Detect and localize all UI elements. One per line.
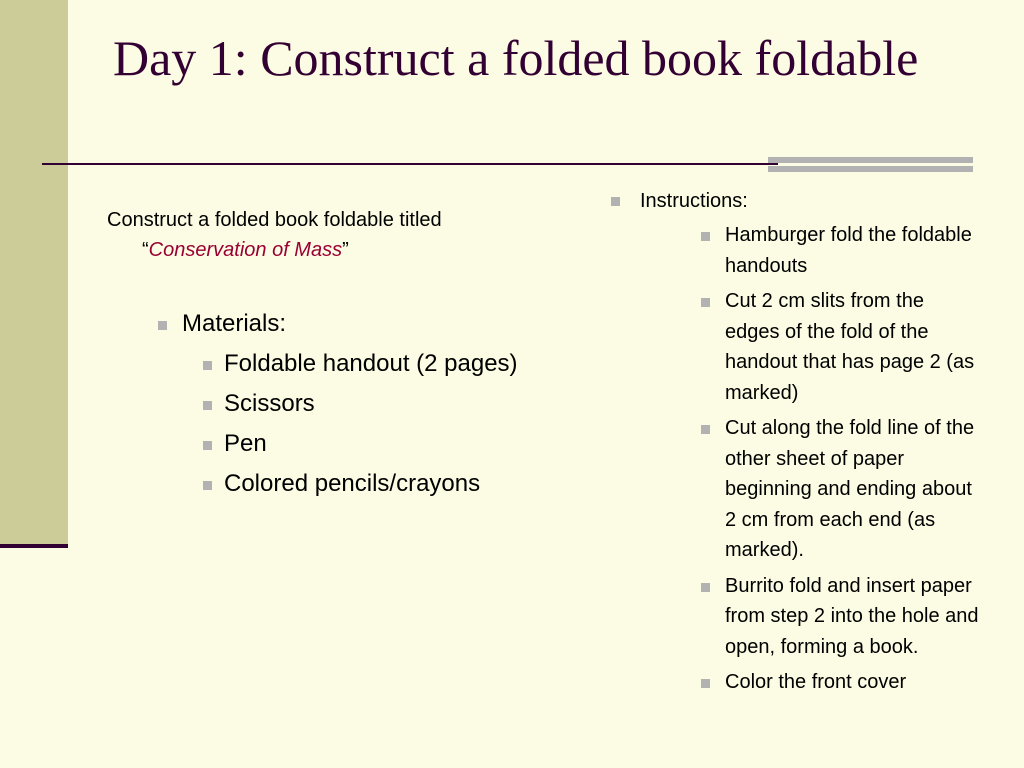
instructions-heading: Instructions: — [640, 190, 748, 212]
square-bullet-icon — [701, 425, 710, 434]
left-column — [100, 205, 520, 501]
left-bar-underline — [0, 544, 68, 548]
material-label: Colored pencils/crayons — [224, 470, 481, 497]
list-item — [685, 220, 980, 281]
title-divider — [42, 163, 778, 165]
square-bullet-icon — [158, 321, 167, 330]
right-column — [600, 186, 980, 703]
slide-title: Day 1: Construct a folded book foldable — [113, 30, 919, 86]
instruction-step: Cut 2 cm slits from the edges of the fold of the handout that has page 2 (as marked) — [725, 290, 975, 404]
square-bullet-icon — [203, 441, 212, 450]
square-bullet-icon — [611, 197, 620, 206]
left-decorative-bar — [0, 0, 68, 545]
instruction-step: Cut along the fold line of the other sheet of paper beginning and ending about 2 cm from each end (as marked). — [725, 417, 975, 561]
list-item — [197, 467, 520, 501]
square-bullet-icon — [203, 361, 212, 370]
materials-heading-item — [152, 307, 520, 501]
materials-sublist — [197, 347, 520, 501]
list-item — [685, 413, 980, 566]
intro-text — [100, 205, 520, 265]
list-item — [197, 347, 520, 381]
instructions-heading-item — [600, 186, 980, 698]
instruction-step: Burrito fold and insert paper from step 2 into the hole and open, forming a book. — [725, 574, 979, 658]
instructions-sublist — [685, 220, 980, 698]
material-label: Foldable handout (2 pages) — [224, 350, 518, 377]
square-bullet-icon — [701, 583, 710, 592]
list-item — [685, 667, 980, 698]
title-accent-bars — [768, 157, 973, 179]
list-item — [685, 571, 980, 663]
square-bullet-icon — [203, 481, 212, 490]
instruction-step: Hamburger fold the foldable handouts — [725, 224, 972, 277]
list-item — [685, 286, 980, 408]
square-bullet-icon — [701, 679, 710, 688]
square-bullet-icon — [701, 298, 710, 307]
list-item — [197, 387, 520, 421]
instructions-list — [600, 186, 980, 698]
instruction-step: Color the front cover — [725, 671, 907, 693]
material-label: Scissors — [224, 390, 315, 417]
materials-list — [152, 307, 520, 501]
square-bullet-icon — [203, 401, 212, 410]
materials-heading: Materials: — [182, 310, 287, 337]
material-label: Pen — [224, 430, 267, 457]
list-item — [197, 427, 520, 461]
intro-prefix: Construct a folded book foldable titled “ — [107, 209, 442, 261]
square-bullet-icon — [701, 232, 710, 241]
foldable-title: Conservation of Mass — [148, 239, 343, 261]
intro-suffix: ” — [342, 239, 349, 261]
